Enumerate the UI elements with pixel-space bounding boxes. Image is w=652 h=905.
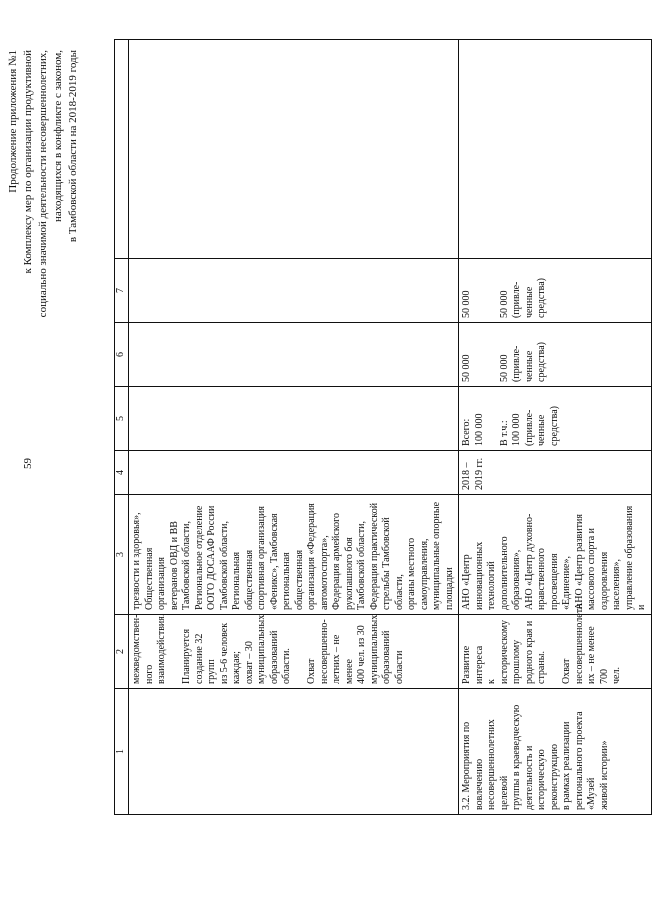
header-line: в Тамбовской области на 2018-2019 годы (67, 50, 79, 243)
column-number: 1 (115, 689, 129, 815)
measure-cell (129, 689, 459, 815)
period-cell (129, 451, 459, 495)
page-number: 59 (22, 458, 34, 469)
column-number: 6 (115, 323, 129, 387)
column-number-row (115, 40, 129, 815)
executors-cell: трезвости и здоровья», Общественная организация ветеранов ОВД и ВВ Тамбовской области, Региональное отделение ООГО ДОСААФ России Тамбовской области, Региональная общественная спортивная организация «Феникс», Тамбовская региональная общественная организация «Федерация автомотоспорта», Федерация армейского рукопашного боя Тамбовской области, Федерация практической стрельбы Тамбовской области, органы местного самоуправления, муниципальные опорные площадки (129, 495, 459, 615)
column-number: 5 (115, 387, 129, 451)
expected-result-cell: Развитие интереса к историческому прошлому родного края и страны. Охват несовершеннолетн их – не менее 700 чел. (459, 615, 652, 689)
header-line: Продолжение приложения №1 (7, 50, 19, 193)
funding-2018-cell: 50 000 50 000 (привле- ченные средства) (459, 323, 652, 387)
funding-2019-cell: 50 000 50 000 (привле- ченные средства) (459, 259, 652, 323)
measure-cell: 3.2. Мероприятия по вовлечению несовершеннолетних целевой группы в краеведческую деятельность и историческую реконструкцию в рамках реализации регионального проекта «Музей живой истории» (459, 689, 652, 815)
empty-cell (115, 40, 129, 259)
table-row (129, 40, 459, 815)
expected-result-cell: межведомствен- ного взаимодействия. Планируется создание 32 групп из 5-6 человек каждая; охват – 30 муниципальных образований области. Охват несовершенно- летних – не менее 400 чел. из 30 муниципальных образований области (129, 615, 459, 689)
header-line: социально значимой деятельности несовершеннолетних, (37, 50, 49, 318)
column-number: 3 (115, 495, 129, 615)
empty-cell (129, 40, 459, 259)
funding-2019-cell (129, 259, 459, 323)
measures-table (114, 39, 652, 815)
appendix-header (6, 50, 81, 410)
column-number: 2 (115, 615, 129, 689)
period-cell: 2018 – 2019 гг. (459, 451, 652, 495)
header-line: находящихся в конфликте с законом, (52, 50, 64, 222)
executors-cell: АНО «Центр инновационных технологий дополнительного образования», АНО «Центр духовно- нравственного просвещения «Единение», АНО «Центр развития массового спорта и оздоровления населения», управление образования и (459, 495, 652, 615)
header-line: к Комплексу мер по организации продуктивной (22, 50, 34, 274)
table-row (459, 40, 652, 815)
funding-2018-cell (129, 323, 459, 387)
column-number: 7 (115, 259, 129, 323)
column-number: 4 (115, 451, 129, 495)
empty-cell (459, 40, 652, 259)
funding-total-cell: Всего: 100 000 В т.ч.: 100 000 (привле- ченные средства) (459, 387, 652, 451)
funding-total-cell (129, 387, 459, 451)
